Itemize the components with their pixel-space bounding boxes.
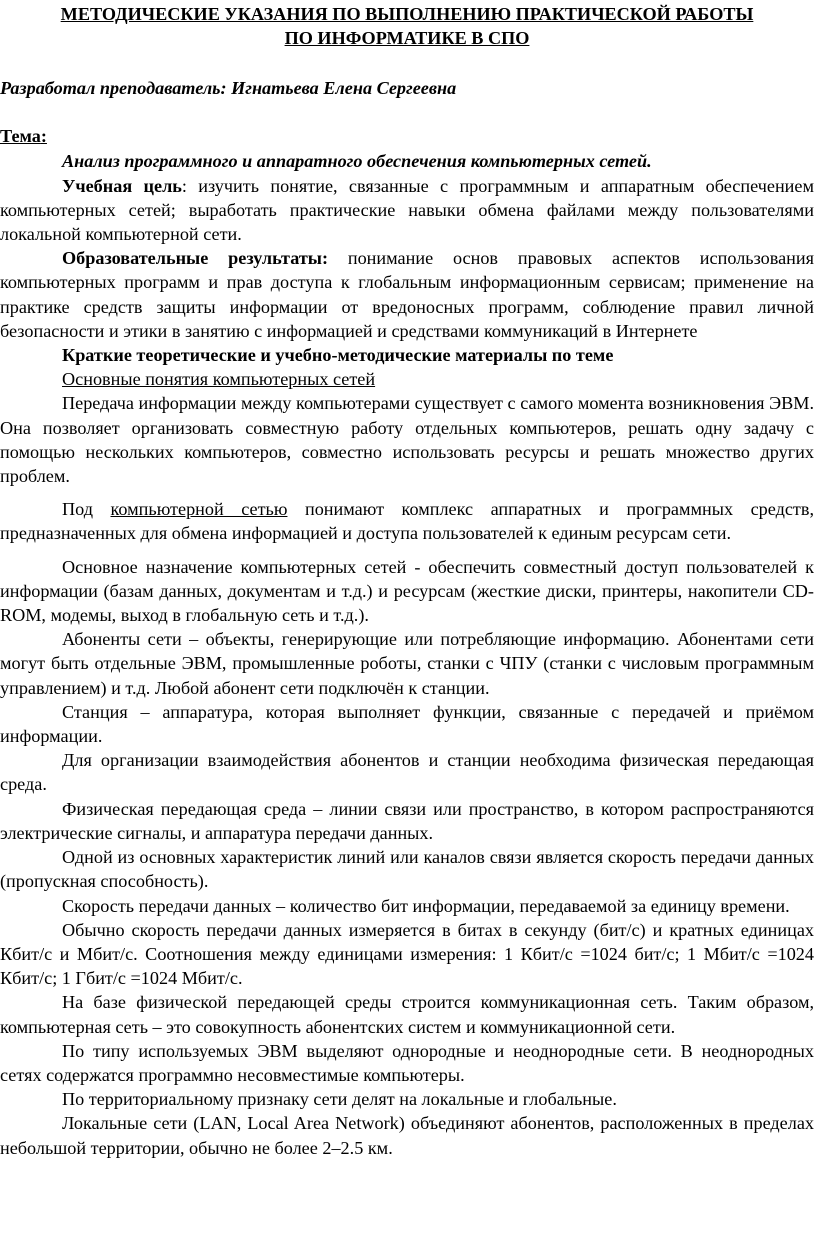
topic-label-colon: : [40,126,47,147]
paragraph-physical-medium: Физическая передающая среда – линии связи или пространство, в котором распространяются электрические сигналы, и аппаратура передачи данных. [0,798,814,843]
section-heading: Краткие теоретические и учебно-методические материалы по теме [62,345,614,366]
educational-results-label: Образовательные результаты: [62,248,329,269]
paragraph-local-networks: Локальные сети (LAN, Local Area Network) объединяют абонентов, расположенных в пределах небольшой территории, обычно не более 2–2.5 км. [0,1113,814,1158]
learning-goal-paragraph [0,174,814,247]
paragraph-channel-characteristics: Одной из основных характеристик линий или каналов связи является скорость передачи данных (пропускная способность). [0,847,814,892]
author-line: Разработал преподаватель: Игнатьева Елена Сергеевна [0,78,457,98]
learning-goal-label: Учебная цель [62,175,182,196]
learning-goal-text: : изучить понятие, связанные с программным и аппаратным обеспечением компьютерных сетей; выработать практические навыки обмена файлами между пользователями локальной компьютерной сети. [0,175,814,245]
paragraph-network-types: По типу используемых ЭВМ выделяют однородные и неоднородные сети. В неоднородных сетях содержатся программно несовместимые компьютеры. [0,1040,814,1085]
network-definition-rest: понимают комплекс аппаратных и программных средств, предназначенных для обмена информацией и доступа пользователей к единым ресурсам сети. [0,499,814,544]
paragraph-network-definition [0,497,814,545]
network-definition-prefix: Под [62,499,111,520]
paragraph-medium-need: Для организации взаимодействия абонентов и станции необходима физическая передающая среда. [0,750,814,795]
document-title-line-2: ПО ИНФОРМАТИКЕ В СПО [284,28,530,48]
paragraph-territorial: По территориальному признаку сети делят на локальные и глобальные. [62,1089,617,1110]
topic-title: Анализ программного и аппаратного обеспечения компьютерных сетей. [62,151,652,172]
paragraph-speed-units: Обычно скорость передачи данных измеряется в битах в секунду (бит/с) и кратных единицах Кбит/с и Мбит/с. Соотношения между единицами измерения: 1 Кбит/с =1024 бит/с; 1 Мбит/с =1024 Кбит/с; 1 Гбит/с =1024 Мбит/с. [0,919,814,989]
educational-results-text: понимание основ правовых аспектов использования компьютерных программ и прав доступа к глобальным информационным сервисам; применение на практике средств защиты информации от вредоносных программ, соблюдение правил личной безопасности и этики в занятию с информацией и средствами коммуникаций в Интернете [0,248,814,341]
document-title-line-1: МЕТОДИЧЕСКИЕ УКАЗАНИЯ ПО ВЫПОЛНЕНИЮ ПРАКТИЧЕСКОЙ РАБОТЫ [60,4,754,24]
paragraph-data-transfer: Передача информации между компьютерами существует с самого момента возникновения ЭВМ. Она позволяет организовать совместную работу отдельных компьютеров, решать одну задачу с помощью нескольких компьютеров, совместно использовать ресурсы и решать множество других проблем. [0,393,814,487]
paragraph-station: Станция – аппаратура, которая выполняет функции, связанные с передачей и приёмом информации. [0,701,814,747]
topic-label-text: Тема [0,126,41,147]
topic-label [0,124,814,148]
paragraph-communication-network: На базе физической передающей среды строится коммуникационная сеть. Таким образом, компьютерная сеть – это совокупность абонентских систем и коммуникационной сети. [0,992,814,1037]
paragraph-transfer-speed: Скорость передачи данных – количество бит информации, передаваемой за единицу времени. [62,895,790,916]
subsection-heading: Основные понятия компьютерных сетей [62,369,376,390]
educational-results-paragraph [0,246,814,343]
paragraph-subscribers: Абоненты сети – объекты, генерирующие или потребляющие информацию. Абонентами сети могут быть отдельные ЭВМ, промышленные роботы, станки с ЧПУ (станки с числовым программным управлением) и т.д. Любой абонент сети подключён к станции. [0,629,814,698]
paragraph-network-purpose: Основное назначение компьютерных сетей - обеспечить совместный доступ пользователей к информации (базам данных, документам и т.д.) и ресурсам (жесткие диски, принтеры, накопители CD-ROM, модемы, выход в глобальную сеть и т.д.). [0,556,814,626]
network-definition-term: компьютерной сетью [110,499,288,520]
